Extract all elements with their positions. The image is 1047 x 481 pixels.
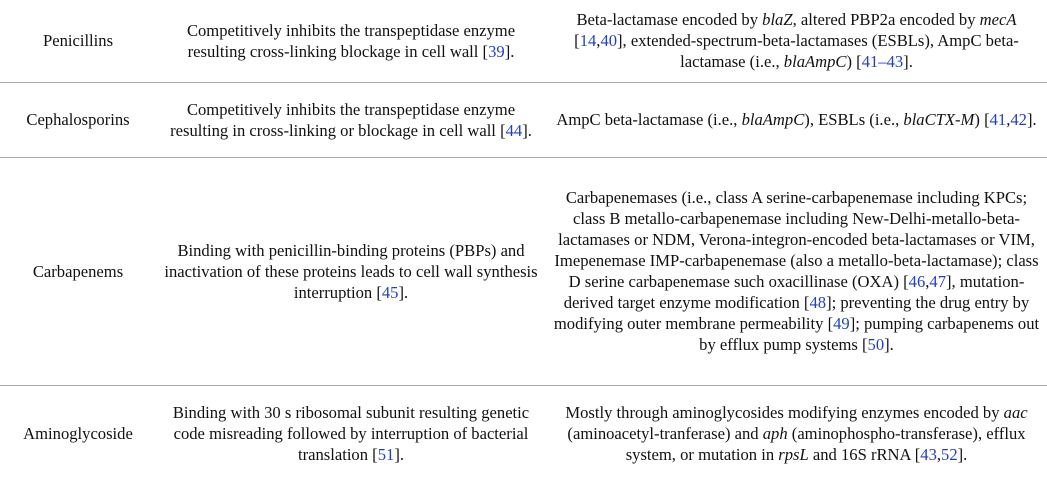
citation-link[interactable]: 14 — [579, 31, 597, 51]
citation-link[interactable]: 48 — [809, 293, 827, 312]
citation-link[interactable]: 39 — [488, 41, 505, 61]
drug-class-cell: Cephalosporins — [0, 82, 156, 157]
resistance-cell: Mostly through aminoglycosides modifying enzymes encoded by aac (aminoacetyl-tranferase) and aph (aminophospho-transferase), efflux system, or mutation in rpsL and 16S rRNA [43,52]. — [565, 402, 1028, 464]
table-row — [0, 0, 1047, 82]
mechanism-cell: Binding with 30 s ribosomal subunit resulting genetic code misreading followed by interruption of bacterial translation [51]. — [172, 402, 530, 464]
citation-link[interactable]: 43 — [920, 444, 937, 464]
mechanism-cell: Binding with penicillin-binding proteins (PBPs) and inactivation of these proteins leads to cell wall synthesis interruption [45]. — [156, 157, 546, 385]
table-row — [0, 82, 1047, 157]
table-row — [0, 157, 1047, 385]
citation-link[interactable]: 47 — [929, 272, 947, 291]
citation-link[interactable]: 40 — [600, 31, 618, 51]
drug-class-cell: Carbapenems — [0, 157, 156, 385]
citation-link[interactable]: 45 — [381, 282, 399, 302]
resistance-cell: AmpC beta-lactamase (i.e., blaAmpC), ESBLs (i.e., blaCTX-M) [41,42]. — [546, 82, 1047, 157]
citation-link[interactable]: 49 — [833, 314, 850, 333]
citation-link[interactable]: 41–43 — [861, 52, 904, 72]
table-row — [0, 385, 1047, 481]
resistance-cell: Beta-lactamase encoded by blaZ, altered PBP2a encoded by mecA [14,40], extended-spectrum-beta-lactamases (ESBLs), AmpC beta-lactamase (i.e., blaAmpC) [41–43]. — [546, 0, 1047, 82]
resistance-cell: Carbapenemases (i.e., class A serine-carbapenemase including KPCs; class B metallo-carbapenemase including New-Delhi-metallo-beta-lactamases or NDM, Verona-integron-encoded beta-lactamases or VIM, Imepenemase IMP-carbapenemase (also a metallo-beta-lactamase); class D serine carbapenemase such oxacillinase (OXA) [46,47], mutation-derived target enzyme modification [48]; preventing the drug entry by modifying outer membrane permeability [49]; pumping carbapenems out by efflux pump systems [50]. — [546, 157, 1047, 385]
mechanism-cell: Competitively inhibits the transpeptidase enzyme resulting cross-linking blockage in cell wall [39]. — [156, 0, 546, 82]
citation-link[interactable]: 42 — [1010, 110, 1027, 129]
drug-class-cell: Aminoglycoside — [23, 423, 133, 443]
citation-link[interactable]: 46 — [908, 272, 926, 291]
citation-link[interactable]: 51 — [377, 444, 395, 464]
citation-link[interactable]: 41 — [989, 110, 1007, 129]
citation-link[interactable]: 50 — [867, 335, 885, 354]
citation-link[interactable]: 52 — [941, 444, 958, 464]
citation-link[interactable]: 44 — [505, 120, 523, 140]
mechanism-cell: Competitively inhibits the transpeptidase enzyme resulting in cross-linking or blockage in cell wall [44]. — [156, 82, 546, 157]
drug-class-cell: Penicillins — [0, 0, 156, 82]
